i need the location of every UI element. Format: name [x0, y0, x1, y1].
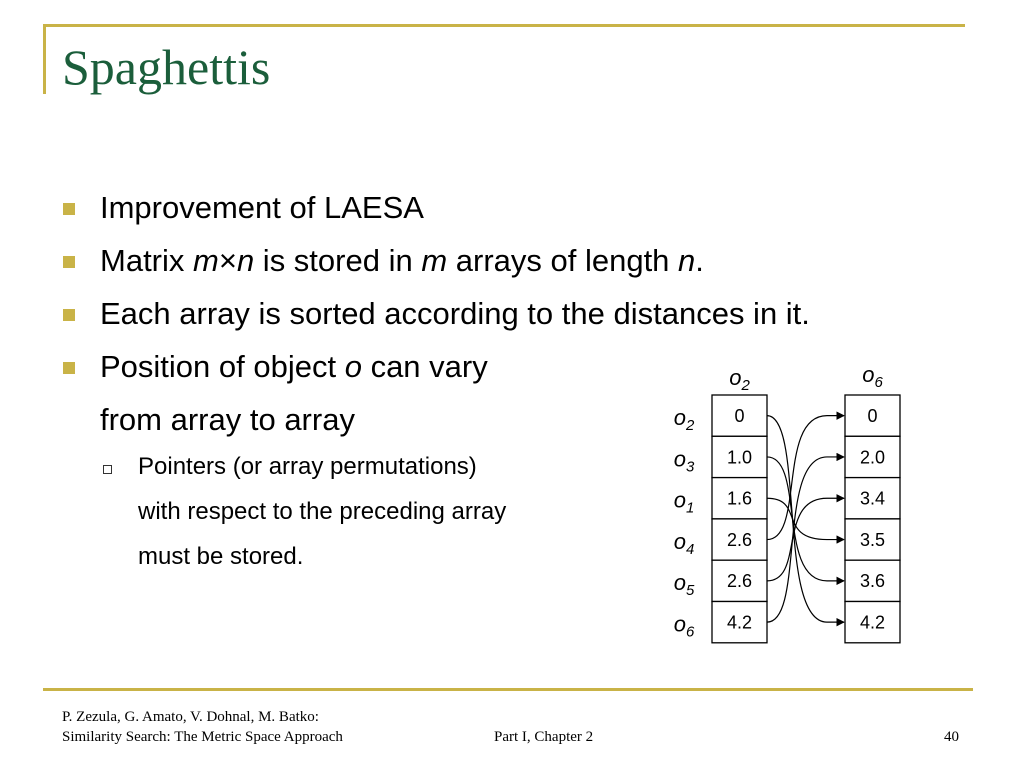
row-label-2-subscript: 1 [685, 499, 695, 517]
array1-value-5: 4.2 [726, 612, 753, 633]
row-label-5-base: o [673, 611, 686, 637]
row-label-2-base: o [673, 487, 686, 513]
row-label-0 [674, 405, 695, 434]
row-label-1-base: o [673, 446, 686, 472]
var-n: n [236, 243, 255, 278]
bullet-text: Position of object [100, 349, 345, 384]
array2-value-5: 4.2 [859, 612, 886, 633]
row-label-5 [674, 612, 695, 641]
pointer-arrow-1 [767, 457, 844, 581]
page-number: 40 [944, 729, 959, 745]
array2-header [862, 362, 883, 391]
row-label-0-base: o [673, 405, 686, 430]
array2-header-subscript: 6 [874, 374, 883, 391]
array1-value-0: 0 [734, 406, 745, 426]
bullet-text: can vary [361, 349, 488, 384]
var-o: o [344, 349, 362, 384]
var-m: m [193, 243, 219, 278]
pointer-arrow-3 [767, 416, 844, 540]
row-label-4-subscript: 5 [685, 582, 695, 600]
array1-value-3: 2.6 [726, 529, 753, 550]
array1-value-2: 1.6 [726, 488, 753, 509]
array2-value-1: 2.0 [859, 447, 886, 468]
footer-chapter: Part I, Chapter 2 [494, 729, 594, 745]
array2-value-2: 3.4 [859, 488, 886, 509]
array2-header-base: o [862, 362, 875, 387]
bullet-text: . [695, 243, 704, 278]
bullet-text: is stored in [254, 243, 422, 278]
sub-bullet-text: with respect to the preceding array [138, 498, 507, 525]
row-label-5-subscript: 6 [685, 623, 695, 641]
times-symbol: × [218, 243, 237, 278]
row-label-3-subscript: 4 [685, 540, 695, 558]
row-label-4-base: o [673, 570, 686, 596]
footer-book-title: Similarity Search: The Metric Space Approach [62, 729, 343, 745]
row-label-4 [674, 570, 695, 599]
row-label-1-subscript: 3 [685, 458, 695, 476]
row-label-0-subscript: 2 [685, 417, 695, 434]
row-label-1 [674, 446, 695, 475]
bullet-text: arrays of length [447, 243, 679, 278]
array1-value-1: 1.0 [726, 447, 753, 468]
bullet-text: Each array is sorted according to the distances in it. [100, 296, 810, 331]
footer-authors: P. Zezula, G. Amato, V. Dohnal, M. Batko: [62, 709, 319, 725]
sub-bullet-text: must be stored. [138, 543, 304, 570]
array1-value-4: 2.6 [726, 571, 753, 592]
bullet-text: Matrix [100, 243, 193, 278]
array1-header-base: o [729, 365, 742, 390]
array1-header-subscript: 2 [741, 377, 750, 394]
bullet-text: Improvement of LAESA [100, 190, 424, 225]
row-label-3 [674, 529, 695, 558]
array1-header [729, 365, 750, 394]
var-m: m [421, 243, 448, 278]
slide-title: Spaghettis [62, 39, 271, 95]
row-label-3-base: o [673, 528, 686, 554]
sub-bullet-text: Pointers (or array permutations) [138, 453, 477, 480]
var-n: n [678, 243, 696, 278]
array2-value-4: 3.6 [859, 571, 886, 592]
pointer-arrow-0 [767, 416, 844, 623]
bullet-position-continuation: from array to array [100, 402, 355, 437]
array2-value-0: 0 [867, 406, 878, 426]
row-label-2 [674, 488, 695, 517]
array2-value-3: 3.5 [859, 529, 886, 550]
footer-rule [43, 688, 973, 691]
